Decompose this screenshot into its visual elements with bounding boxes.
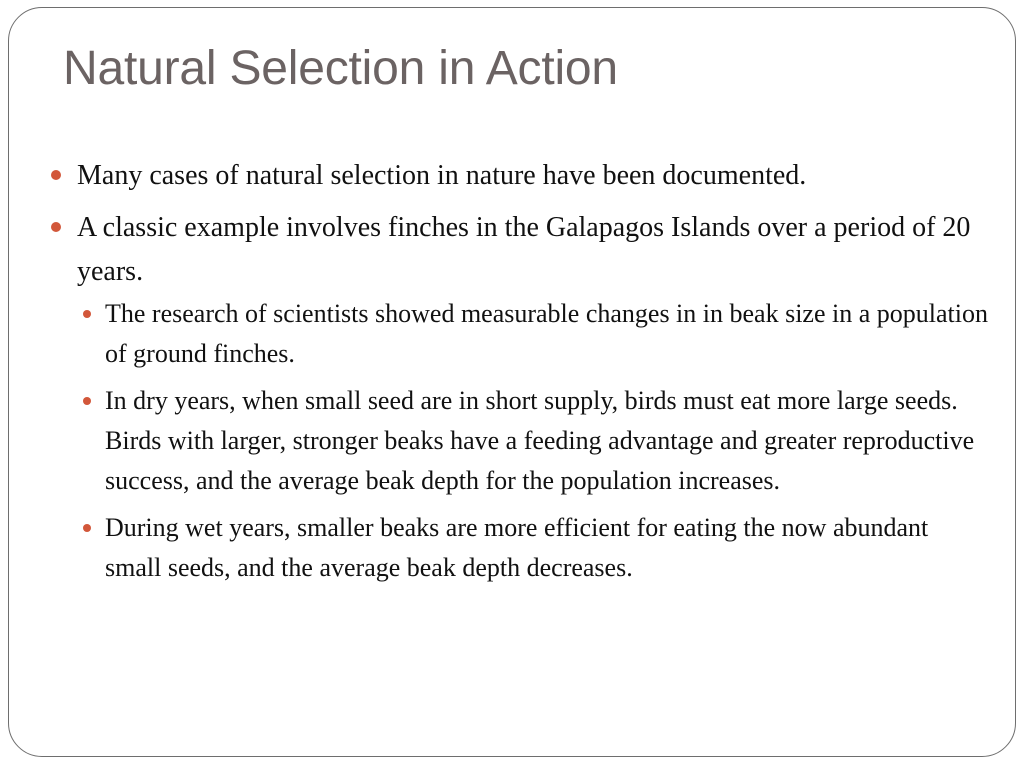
sub-bullet-text: During wet years, smaller beaks are more efficient for eating the now abundant small seeds, and the average beak depth decreases. xyxy=(105,513,929,582)
sub-bullet-text: In dry years, when small seed are in short supply, birds must eat more large seeds. Birds with larger, stronger beaks have a feeding advantage and greater reproductive success, and the average beak depth for the population increases. xyxy=(105,386,975,495)
sub-bullet-item xyxy=(77,381,989,501)
sub-bullet-list xyxy=(77,294,989,588)
bullet-text: A classic example involves finches in the Galapagos Islands over a period of 20 years. xyxy=(77,212,971,287)
sub-bullet-text: The research of scientists showed measurable changes in in beak size in a population of ground finches. xyxy=(105,299,988,368)
bullet-item xyxy=(49,206,989,588)
slide xyxy=(8,7,1016,757)
bullet-item xyxy=(49,154,989,198)
sub-bullet-item xyxy=(77,294,989,374)
bullet-dot-icon xyxy=(51,222,61,232)
bullet-dot-icon xyxy=(51,170,61,180)
sub-bullet-item xyxy=(77,508,989,588)
slide-title: Natural Selection in Action xyxy=(63,42,618,95)
bullet-list xyxy=(49,154,989,588)
sub-bullet-dot-icon xyxy=(83,310,91,318)
bullet-text: Many cases of natural selection in nature have been documented. xyxy=(77,160,807,191)
slide-content xyxy=(49,154,989,596)
sub-bullet-dot-icon xyxy=(83,524,91,532)
sub-bullet-dot-icon xyxy=(83,397,91,405)
